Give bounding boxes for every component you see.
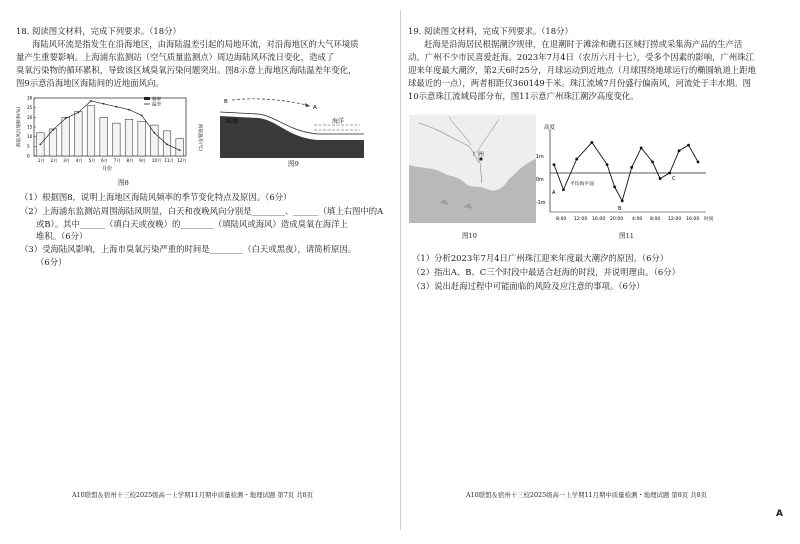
fig8-bar bbox=[113, 123, 121, 156]
fig8-xtick-label: 9月 bbox=[139, 158, 146, 163]
fig8-xtick-label: 11月 bbox=[164, 158, 174, 163]
fig8-ytick-label: 10 bbox=[27, 134, 33, 140]
fig8-ytick-label: 5 bbox=[27, 143, 30, 149]
fig11-x-tick: 16:00 bbox=[592, 217, 606, 222]
fig9-land-label: 陆地 bbox=[226, 118, 239, 125]
figure-9-diagram bbox=[218, 94, 364, 158]
fig8-ytick-label: 30 bbox=[27, 95, 33, 101]
q19-material-line: 球最近的一点），两者相距仅360149千米。珠江流域7月份盛行偏南风，河流处于丰水期。图 bbox=[408, 78, 751, 88]
fig8-xtick-label: 1月 bbox=[37, 158, 45, 163]
fig8-xtick-label: 4月 bbox=[75, 158, 83, 163]
fig8-ylabel-left: 海陆风出现频率(%) bbox=[17, 106, 22, 147]
q19-question-3: （3）说出赶海过程中可能面临的风险及应注意的事项。（6分） bbox=[412, 281, 645, 291]
fig8-ytick-label: 25 bbox=[27, 105, 33, 111]
corner-mark: A bbox=[776, 509, 783, 519]
fig8-ytick-label: 0 bbox=[27, 153, 30, 159]
fig11-x-tick: 8:00 bbox=[650, 217, 661, 222]
fig8-xlabel: 月份 bbox=[102, 166, 113, 172]
q18-material-line: 臭氧污染物的循环累积，导致该区域臭氧污染问题突出。图8示意上海地区海陆温差年变化， bbox=[16, 65, 357, 75]
fig8-xtick-label: 2月 bbox=[50, 158, 58, 163]
q18-question-2-cont: 堆积。（6分） bbox=[36, 231, 88, 241]
q19-material-line: 赶海是沿海居民根据潮汐规律，在退潮时于滩涂和礁石区域打捞或采集海产品的生产活 bbox=[424, 39, 743, 49]
fig8-ytick-label: 15 bbox=[27, 124, 33, 130]
fig11-x-tick: 4:00 bbox=[632, 217, 643, 222]
fig9-caption: 图9 bbox=[288, 160, 299, 168]
fig11-tick-0m: 0m bbox=[536, 178, 544, 183]
fig11-xlabel: 时间 bbox=[704, 217, 714, 222]
fig9-sea-label: 海洋 bbox=[332, 118, 345, 125]
fig11-x-tick: 8:00 bbox=[556, 217, 567, 222]
fig8-caption: 图8 bbox=[118, 179, 129, 187]
fig8-xtick-label: 3月 bbox=[63, 158, 70, 163]
page-7-footer: A10联盟＆宿州十三校2025级高一上学期11月期中质量检测・地理试题 第7页 共8页 bbox=[72, 491, 314, 499]
q18-title: 18. 阅读图文材料，完成下列要求。（18分） bbox=[16, 26, 181, 36]
q18-question-1: （1）根据图8，说明上海地区海陆风频率的季节变化特点及原因。（6分） bbox=[20, 192, 292, 202]
fig8-xtick-label: 7月 bbox=[113, 158, 121, 163]
fig10-caption: 图10 bbox=[462, 232, 477, 240]
fig11-point-b: B bbox=[618, 206, 622, 212]
fig11-tide-line bbox=[554, 142, 698, 201]
fig11-point-c: C bbox=[672, 176, 676, 182]
fig11-caption: 图11 bbox=[619, 232, 634, 240]
figure-8-chart bbox=[14, 92, 200, 172]
q19-question-2: （2）指出A、B、C三个时段中最适合赶海的时段，并说明理由。（6分） bbox=[412, 267, 680, 277]
q18-question-3-cont: （6分） bbox=[36, 257, 67, 267]
fig8-ytick-label: 20 bbox=[27, 114, 33, 120]
fig11-mean-label: 平均海平面 bbox=[570, 182, 594, 187]
fig11-point-a: A bbox=[552, 190, 556, 196]
figure-11-chart bbox=[536, 122, 716, 226]
q18-material-line: 海陆风环流是指发生在沿海地区，由海陆温差引起的局地环流，对沿海地区的大气环境质 bbox=[32, 39, 359, 49]
fig8-line bbox=[40, 101, 179, 150]
fig8-bar bbox=[163, 131, 171, 156]
page-divider bbox=[400, 10, 401, 530]
q19-material-line: 10示意珠江流域局部分布，图11示意广州珠江潮汐高度变化。 bbox=[408, 91, 639, 101]
fig11-x-tick: 20:00 bbox=[610, 217, 624, 222]
fig9-point-a: A bbox=[313, 105, 317, 111]
fig8-xtick-label: 10月 bbox=[151, 158, 162, 163]
figure-10-map bbox=[409, 115, 536, 223]
fig8-bar bbox=[100, 117, 108, 156]
fig8-bar bbox=[138, 121, 146, 156]
fig9-point-b: B bbox=[224, 99, 228, 105]
q19-material-line: 动。广州不少市民喜爱赶海。2023年7月4日（农历六月十七），受多个因素的影响，广州珠江 bbox=[408, 52, 755, 62]
q19-question-1: （1）分析2023年7月4日广州珠江迎来年度最大潮汐的原因。（6分） bbox=[412, 253, 669, 263]
fig11-x-tick: 12:00 bbox=[574, 217, 588, 222]
q18-question-3: （3）受海陆风影响，上海市臭氧污染严重的时间是________（白天或黑夜），请简析原因。 bbox=[20, 244, 357, 254]
fig8-xtick-label: 6月 bbox=[101, 158, 108, 163]
fig8-legend-line: 温差 bbox=[152, 102, 162, 108]
fig8-ylabel-right: 海陆温差(℃) bbox=[197, 124, 202, 152]
fig8-bar bbox=[125, 119, 133, 156]
fig8-bar bbox=[75, 112, 83, 156]
fig8-xtick-label: 12月 bbox=[177, 158, 187, 163]
fig11-x-tick: 16:00 bbox=[686, 217, 700, 222]
fig11-tick-1m: 1m bbox=[536, 155, 544, 160]
fig8-xtick-label: 5月 bbox=[88, 158, 96, 163]
fig8-bar bbox=[87, 106, 95, 156]
fig11-ylabel: 高度 bbox=[544, 125, 556, 131]
fig11-tick-neg1m: -1m bbox=[536, 201, 546, 206]
fig8-xtick-label: 8月 bbox=[126, 158, 134, 163]
fig11-x-tick: 12:00 bbox=[668, 217, 682, 222]
q19-material-line: 迎来年度最大潮汐，第2天6时25分，月球运动到近地点（月球围绕地球运行的椭圆轨道上距地 bbox=[408, 65, 756, 75]
q18-material-line: 量产生重要影响。上海浦东监测站（空气质量监测点）周边海陆风环流日变化，造成了 bbox=[16, 52, 335, 62]
q18-question-2: （2）上海浦东监测站周围海陆风明显，白天和夜晚风向分别是________、______（填上右图中的A bbox=[20, 206, 384, 216]
fig8-bar bbox=[62, 117, 70, 156]
q18-question-2-cont: 或B）。其中______（填白天或夜晚）的________（填陆风或海风）造成臭氧在海洋上 bbox=[36, 219, 348, 229]
fig8-legend-bar: 频率 bbox=[152, 97, 162, 103]
fig8-bar bbox=[176, 139, 184, 156]
page-8-footer: A10联盟＆宿州十三校2025级高一上学期11月期中质量检测・地理试题 第8页 共8页 bbox=[466, 491, 708, 499]
q19-title: 19. 阅读图文材料，完成下列要求。（18分） bbox=[408, 26, 573, 36]
fig10-city-label: 广州 bbox=[473, 152, 485, 158]
q18-material-line: 图9示意沿海地区海陆间的近地面风向。 bbox=[16, 78, 164, 88]
